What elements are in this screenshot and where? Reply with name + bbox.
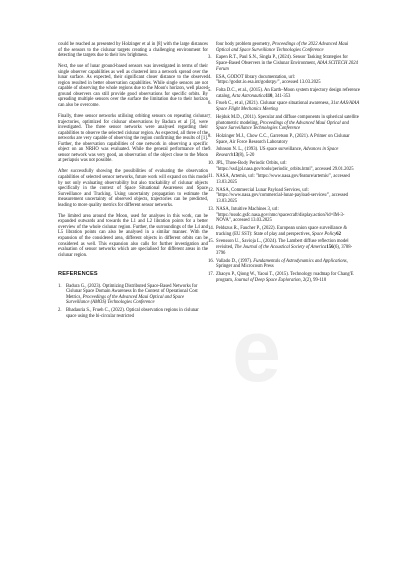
reference-number: 13. [208,206,214,212]
reference-text [216,174,360,185]
reference-number: 8. [208,134,212,139]
reference-item [208,226,360,237]
reference-item [208,188,360,205]
reference-part-a: Vallado D., (1997). [216,258,254,264]
reference-number: 16. [208,258,214,264]
reference-part-a: Hejduk M.D., (2011). Specular and diffuse components in spherical satellite photometric modeling, [216,114,359,126]
reference-number: 4. [208,74,212,80]
reference-part-a: Bhadauria S., Frueh C., (2022). Optical observation regions in cislunar space using the bi-circular restricted [66,308,199,319]
reference-part-c: (8), 5-20 [237,153,255,159]
reference-number: 10. [208,160,214,166]
right-column [208,42,360,285]
reference-item [208,75,360,86]
reference-item [208,88,360,99]
reference-item [208,272,360,283]
paragraph-sensor-networks: Finally, three sensor networks utilising orbiting sensors on repeating cislunar trajectories, optimized for cislunar observations by Badura et al [3], were investigated. The three sensor networks were analysed regarding their capabilities to observe the selected cislunar region. As expected, all three of the networks are very capable of observing the region confirming the results of [1]. Further, the observation capabilities of one network in observing a specific object on an NRHO was evaluated. While the general performance of the sensor network was very good, an observation of the object close to the Moon at periapsis was not possible. [58,114,208,164]
reference-part-b: 13 [233,153,238,159]
reference-part-i: Journal of Deep Space Exploration [234,277,301,283]
reference-number: 3. [208,55,212,61]
reference-part-i: Acta Astronautica [231,93,266,99]
reference-text [216,188,360,205]
reference-part-b: 110 [265,93,273,99]
reference-text [216,88,360,99]
reference-text [66,284,208,306]
reference-number [208,42,216,53]
reference-text [216,134,360,145]
reference-text [216,161,360,172]
reference-part-i: Advances in Space Research [216,147,339,159]
reference-text [216,207,360,224]
reference-text [216,226,360,237]
reference-part-a: ESA, GODOT library documentation, url: "https://godot.io.esa.int/godotpy/", accessed 13.03.2025 [216,74,321,86]
reference-number: 1. [58,283,62,289]
reference-part-a: Peldszus R., Faucher P., (2022). European union space surveillance & tracking (EU SST): State of play and perspectives, [216,226,347,237]
reference-item [208,101,360,112]
reference-number: 6. [208,101,212,107]
reference-part-b: 156 [326,245,334,251]
reference-text [216,239,360,256]
reference-part-i: Proceedings of the Advanced Maui Optical and Space Surveillance (AMOS) Technologies Conference [66,294,185,306]
reference-item [58,284,208,306]
reference-part-a: Eapen R.T., Paul S.N., Singla P., (2024). Sensor Tasking Strategies for Space-Based Observers in the Cislunar Environment, [216,55,348,67]
reference-item [208,259,360,270]
reference-text [216,272,360,283]
reference-item [208,42,360,53]
reference-number: 9. [208,147,212,153]
reference-part-a: Johnson N. L., (1993). US space surveillance, [216,147,304,153]
paragraph-conclusion-intro: could be reached as presented by Holzinger et al in [8] with the large distances of the sensors to the cislunar targets creating a challenging environment for detecting the targets due to their low brightness. [58,42,208,59]
reference-part-b: 62 [336,231,341,237]
reference-text [216,75,360,86]
reference-item [208,55,360,72]
reference-part-i: Fundamentals of Astrodynamics and Applications [253,258,347,264]
reference-text [216,101,360,112]
paragraph-future-work: After successfully showing the possibilities of evaluating the observation capabilities of selected sensor networks, future work will expand on this model by not only evaluating observability but also trackability of cislunar objects specifically in the context of Space Situational Awareness and Space Surveillance and Tracking. Using uncertainty propagation to estimate the measurement uncertainty of observed objects, trajectories can be predicted, leading to more quality metrics for different sensor networks. [58,169,208,208]
left-column [58,42,208,322]
reference-number: 2. [58,308,62,314]
references-list-left [58,284,208,320]
reference-item [208,207,360,224]
reference-part-i: Space Policy [311,231,337,237]
reference-text [216,115,360,132]
reference-part-a: Holzinger M.J., Chow C.C., Garretson P., (2021). A Primer on Cislunar Space, Air Force Research Laboratory [216,134,350,145]
reference-number: 17. [208,272,214,277]
reference-number: 15. [208,239,214,245]
reference-number: 11. [208,174,214,180]
reference-part-a: NASA, Artemis, url: "https://www.nasa.gov/feature/artemis/", accessed 13.03.2025 [216,174,350,185]
reference-part-c: , Springer and Microcosm Press [216,258,348,270]
reference-text [66,308,208,319]
reference-part-a: four body problem geometry, [216,42,273,47]
reference-part-a: JPL, Three-Body Periodic Orbits, url: "https://ssd.jpl.nasa.gov/tools/periodic_orbits.html", accessed 29.01.2025 [216,160,354,172]
reference-item [208,174,360,185]
reference-part-i: 31st AAS/AIAA Space Flight Mechanics Meeting [216,101,360,113]
paragraph-lunar-sensors: Next, the use of lunar ground-based sensors was investigated in terms of their single observer capabilities as well as clustered into a network spread over the lunar surface. As expected, their significant closer distance to the observed region resulted in better observation capabilities. While single sensors are not capable of observing the whole regions due to the Moon's horizon, well placed ground observers can still provide good observations for specific orbits. By spreading multiple sensors over the surface the limitation due to their horizon can also be overcome. [58,64,208,108]
reference-text [216,55,360,72]
reference-text [216,259,360,270]
reference-part-a: Folta D.C., et al., (2015). An Earth–Moon system trajectory design reference catalog, [216,88,360,99]
reference-part-a: Svensson U., Savioja L., (2024). The Lambert diffuse reflection model revisited, [216,239,349,251]
references-list-right [208,42,360,283]
reference-number: 5. [208,88,212,93]
reference-item [208,161,360,172]
reference-part-a: NASA, Intuitive Machines 3, url: "https://nssdc.gsfc.nasa.gov/nmc/spacecraft/display.action?id=IM-3-NOVA", accessed 13.03.2025 [216,206,345,224]
reference-part-a: Frueh C., et al, (2021). Cislunar space situational awareness, [216,101,331,107]
reference-number: 7. [208,114,212,120]
reference-text [216,42,360,53]
reference-part-c: (6), 3788-3796 [216,245,353,256]
reference-item [58,308,208,319]
watermark-logo: e [232,301,281,400]
reference-item [208,115,360,132]
reference-item [208,239,360,256]
reference-part-i: Proceedings of the 2022 Advanced Maui Optical and Space Surveillance Technologies Conference [216,42,349,53]
reference-part-i: Proceedings of the Advanced Maui Optical and Space Surveillance Technologies Conference [216,120,349,132]
paragraph-expansion: The limited area around the Moon, used for analyses in this work, can be expanded outwards and towards the L1 and L2 libration points for a better overview of the whole cislunar region. Further, the surroundings of the L4 and L5 libration points can also be analysed in a similar manner. With the expansion of the considered area, different objects in different orbits can be considered as well. This expansion also calls for further investigation and evaluation of sensor networks which are specialised for different areas in the cislunar region. [58,213,208,258]
reference-part-i: The Journal of the Acoustical Society of America [234,245,327,251]
reference-text [216,147,360,158]
references-heading: REFERENCES [58,271,98,278]
reference-part-c: , 2(2), 99-110 [300,277,327,283]
reference-number: 12. [208,187,214,193]
reference-part-a: Badura G., (2023). Optimizing Distributed Space-Based Networks for Cislunar Space Domain Awareness In the Context of Operational Cost Metrics, [66,283,198,300]
reference-part-i: AIAA SCITECH 2024 Forum [216,61,358,72]
reference-part-c: , 341-353 [272,93,291,99]
reference-item [208,134,360,145]
reference-part-a: Zhaoyu P., Qiong W., Yaoui T., (2015). Technology roadmap for Chang'E program, [216,272,354,283]
reference-number: 14. [208,226,214,231]
reference-part-a: NASA, Commercial Lunar Payload Services, url: "https://www.nasa.gov/commercial-lunar-payload-services/", accessed 13.03.2025 [216,187,349,205]
reference-item [208,147,360,158]
